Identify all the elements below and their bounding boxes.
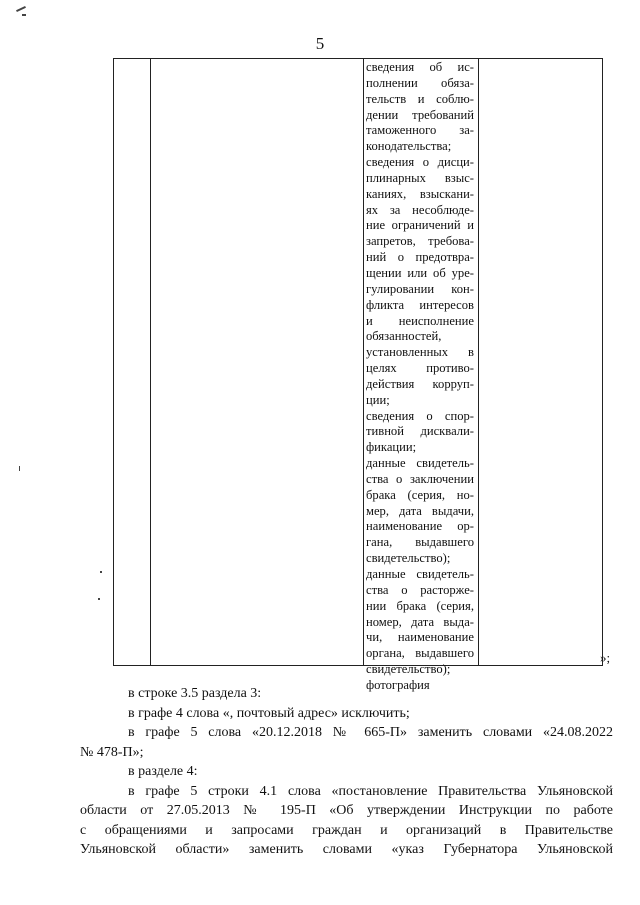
column-divider — [363, 59, 364, 665]
cell-line: и неисполнение — [366, 313, 474, 328]
scan-mark — [100, 571, 102, 573]
cell-line: тивной дисквали- — [366, 424, 474, 439]
cell-line: чи, наименование — [366, 630, 474, 645]
paragraph-continuation: Ульяновской области» заменить словами «указ Губернатора Ульяновской — [80, 842, 613, 857]
cell-line: ства о расторже- — [366, 582, 474, 597]
cell-line: мер, дата выдачи, — [366, 503, 474, 518]
cell-line: данные свидетель- — [366, 456, 474, 471]
scan-mark — [19, 466, 20, 471]
cell-line: каниях, взыскани- — [366, 186, 474, 201]
cell-line: ние ограничений и — [366, 218, 474, 233]
cell-line: действия корруп- — [366, 376, 474, 391]
cell-line: полнении обяза- — [366, 75, 474, 90]
cell-line: щении или об уре- — [366, 265, 474, 280]
cell-line: нии брака (серия, — [366, 598, 474, 613]
cell-line: дении требований — [366, 107, 474, 122]
cell-line: свидетельство); — [366, 551, 451, 566]
cell-line: данные свидетель- — [366, 567, 474, 581]
cell-line: ях за несоблюде- — [366, 202, 474, 217]
cell-line: брака (серия, но- — [366, 487, 474, 502]
cell-line: тельств и соблю- — [366, 91, 474, 106]
cell-line: сведения о спор- — [366, 408, 474, 423]
cell-line: ции; — [366, 392, 390, 407]
cell-line: гулировании кон- — [366, 281, 474, 296]
cell-line: свидетельство); — [366, 662, 451, 677]
cell-line: запретов, требова- — [366, 234, 474, 249]
scan-mark — [16, 6, 26, 12]
cell-line: конодательства; — [366, 139, 452, 154]
paragraph: в графе 5 строки 4.1 слова «постановление Правительства Ульяновской — [128, 783, 613, 799]
cell-line: номер, дата выда- — [366, 614, 474, 629]
cell-line: сведения об ис- — [366, 60, 474, 74]
cell-line: обязанностей, — [366, 329, 442, 344]
cell-line: целях противо- — [366, 361, 474, 376]
cell-line: ний о предотвра- — [366, 250, 474, 265]
paragraph-continuation: с обращениями и запросами граждан и организаций в Правительстве — [80, 822, 613, 838]
cell-line: фикации; — [366, 440, 417, 455]
cell-line: плинарных взыс- — [366, 170, 474, 185]
cell-line: ства о заключении — [366, 471, 474, 486]
paragraph-continuation: № 478-П»; — [80, 744, 144, 760]
paragraph: в графе 5 слова «20.12.2018 № 665-П» заменить словами «24.08.2022 — [128, 725, 613, 740]
column-divider — [478, 59, 479, 665]
column-divider — [150, 59, 151, 665]
page-number: 5 — [315, 34, 325, 53]
cell-line: таможенного за- — [366, 123, 474, 138]
cell-line: сведения о дисци- — [366, 155, 474, 170]
paragraph: в графе 4 слова «, почтовый адрес» исключить; — [128, 705, 410, 721]
scan-mark — [22, 14, 26, 16]
paragraph-continuation: области от 27.05.2013 № 195-П «Об утверждении Инструкции по работе — [80, 803, 613, 818]
paragraph: в разделе 4: — [128, 764, 198, 779]
cell-line: наименование ор- — [366, 519, 474, 534]
cell-line: органа, выдавшего — [366, 646, 474, 661]
cell-line: гана, выдавшего — [366, 535, 474, 550]
cell-line: установленных в — [366, 345, 474, 360]
amendment-table — [113, 58, 603, 692]
scan-mark — [98, 598, 100, 600]
amendments-text — [80, 684, 613, 860]
cell-line: фотография — [366, 677, 430, 692]
table-closing-quote: »; — [600, 650, 611, 665]
cell-line: фликта интересов — [366, 297, 474, 312]
paragraph: в строке 3.5 раздела 3: — [128, 686, 262, 701]
table-cell-personal-data — [366, 60, 474, 694]
